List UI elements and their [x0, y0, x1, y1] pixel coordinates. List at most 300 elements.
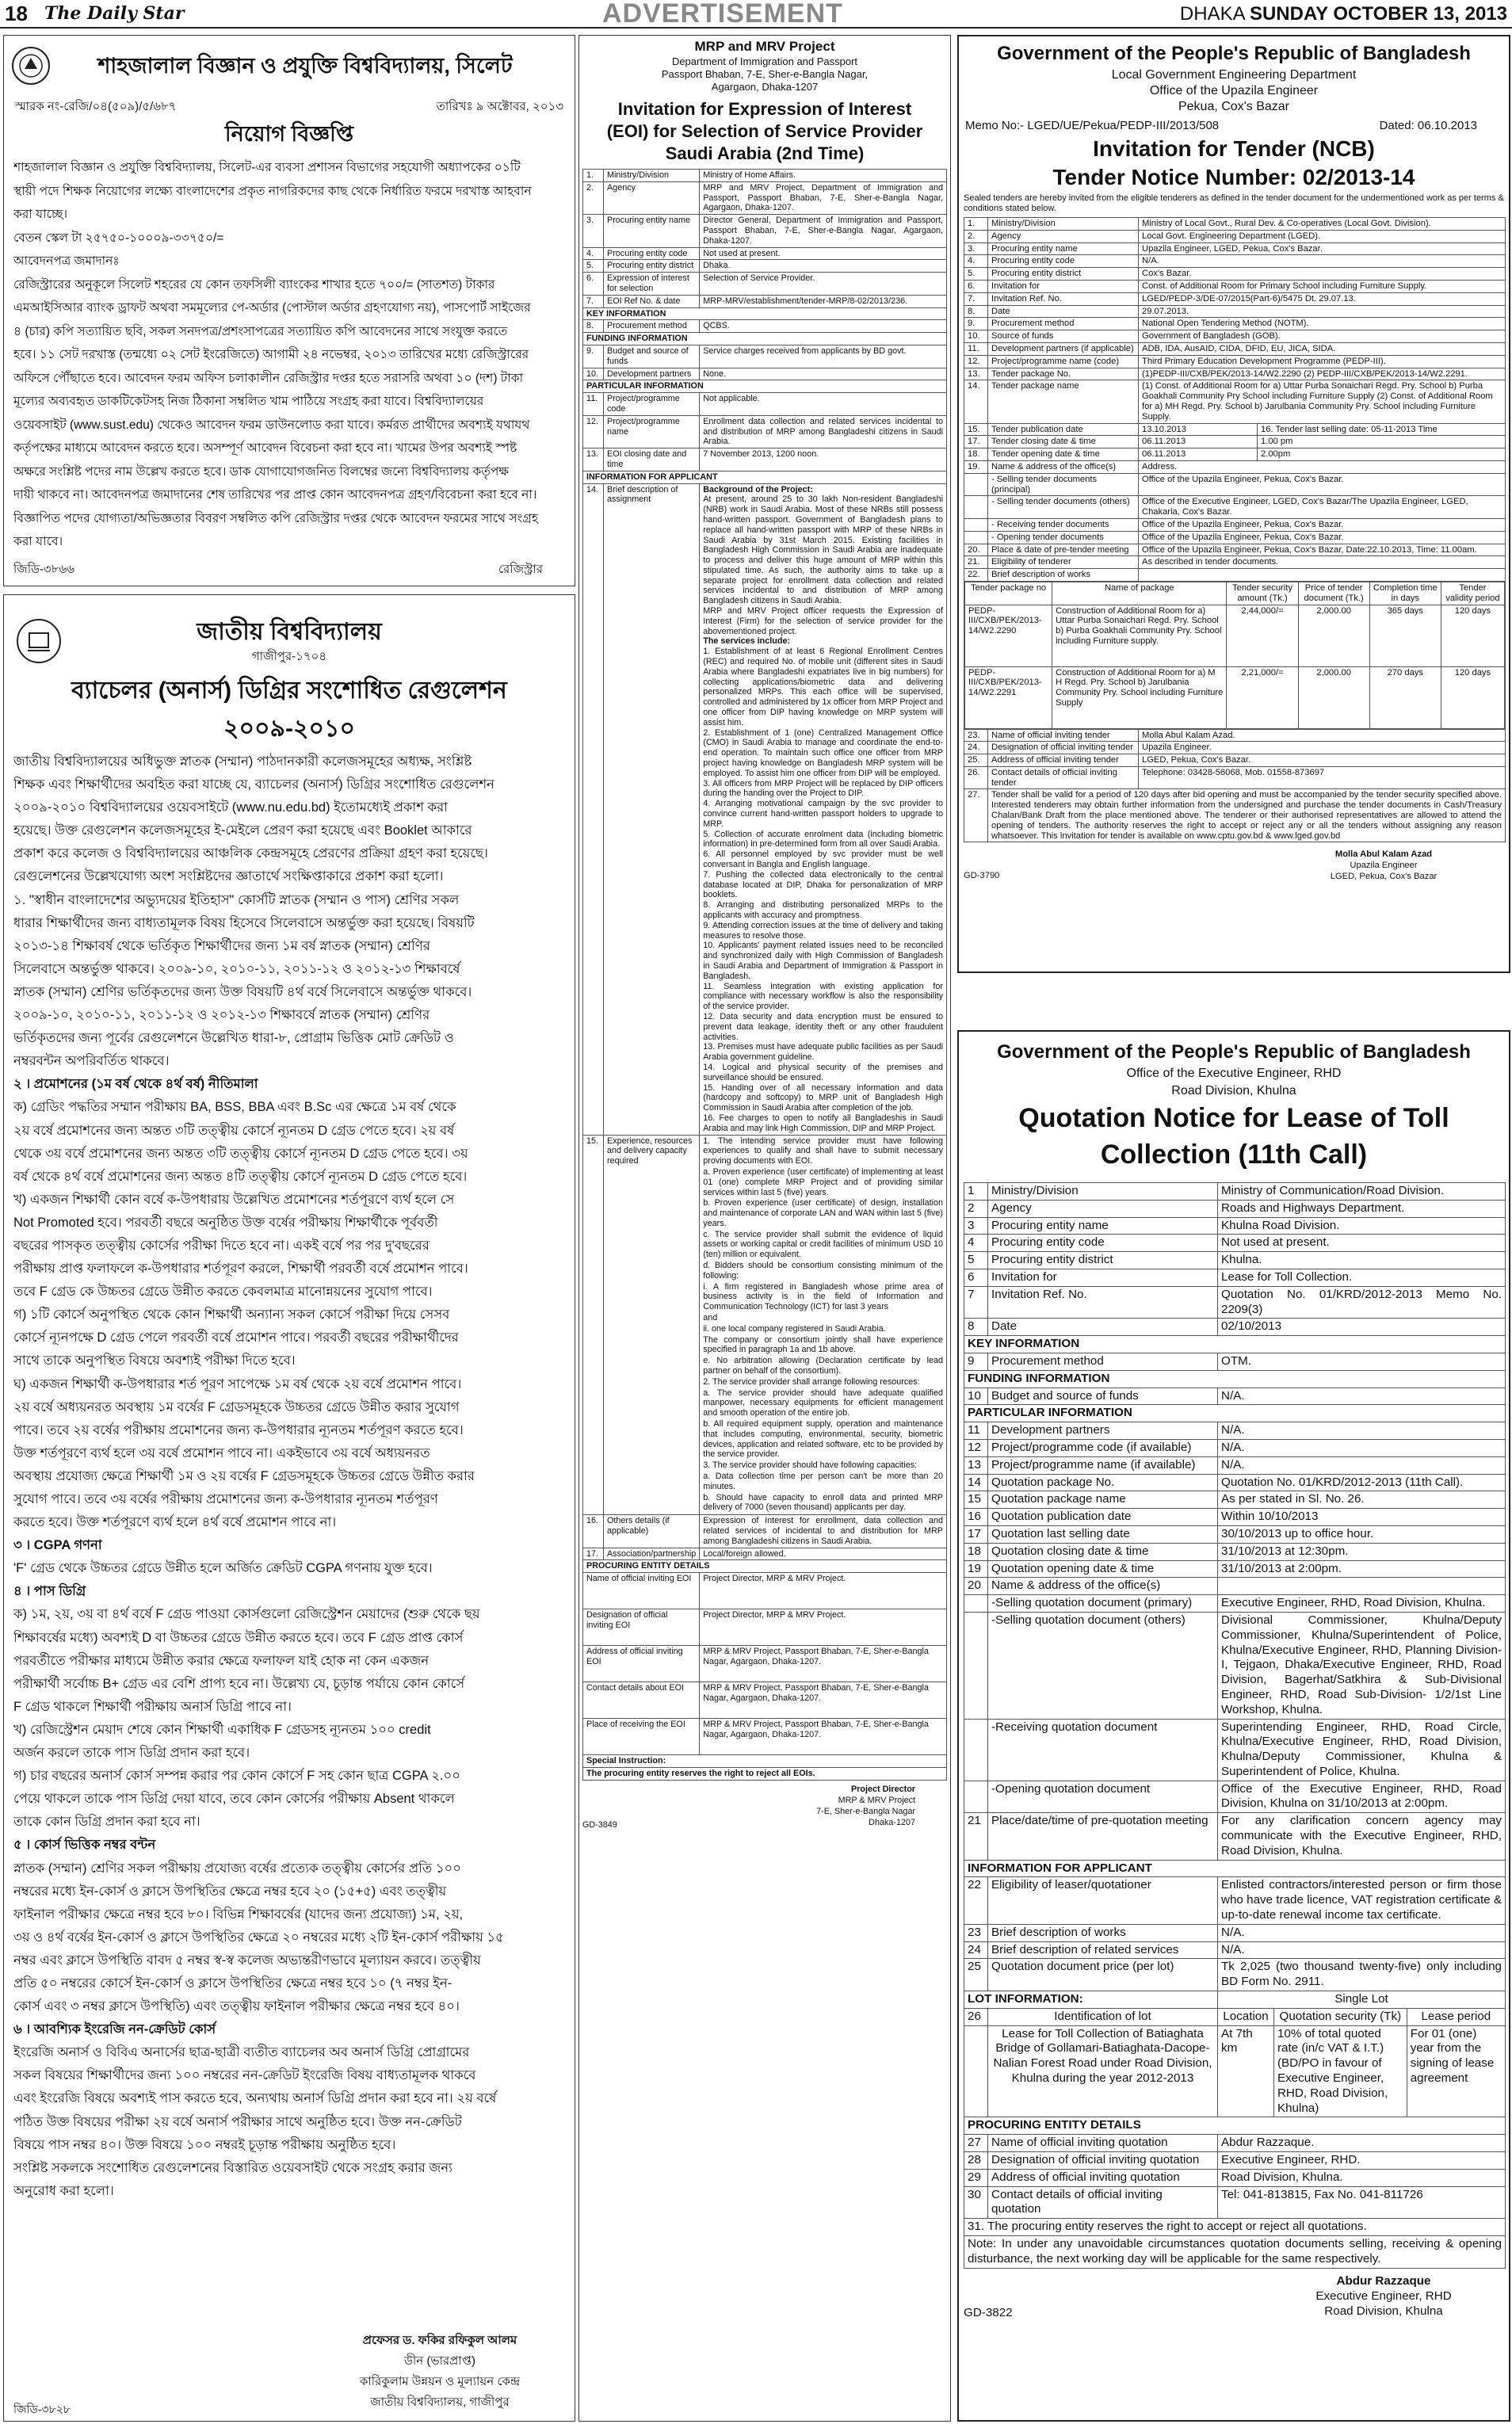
table-row	[964, 342, 1506, 355]
row-number: 12.	[583, 415, 604, 448]
experience-paragraph: d. Bidders should be consortium consisting minimum of the following:	[703, 1261, 943, 1281]
nu-body-line: স্নাতক (সম্মান) শ্রেণির সকল পরীক্ষায় প্রযোজ্য বর্ষের প্রত্যেক তত্ত্বীয় কোর্সের প্রতি ১০০	[13, 1861, 461, 1876]
row-number: 11.	[583, 393, 604, 416]
row-value: N/A.	[1218, 1388, 1506, 1405]
rhd-code: GD-3822	[964, 2305, 1013, 2319]
row-label: Invitation Ref. No.	[988, 292, 1139, 305]
row-value: Ministry of Communication/Road Division.	[1218, 1183, 1506, 1201]
row-number: 10.	[964, 330, 988, 343]
row-value: Address.	[1139, 460, 1506, 473]
row-label: Date	[988, 305, 1139, 318]
row-number	[964, 496, 988, 519]
rhd-sig-title: Executive Engineer, RHD	[1315, 2288, 1452, 2303]
row-number	[964, 473, 988, 496]
row-number: 5.	[583, 260, 604, 273]
row-value: Expression of Interest for enrollment, data collection and related services of incidental to and distribution for MRP among Bangladeshi citizens in Saudi Arabia.	[700, 1515, 947, 1548]
row-label: Procurement method	[988, 1353, 1218, 1370]
row-label: Brief description of related services	[988, 1941, 1218, 1959]
sust-body-line: শাহজালাল বিজ্ঞান ও প্রযুক্তি বিশ্ববিদ্যালয়, সিলেট-এর ব্যবসা প্রশাসন বিভাগের সহযোগী অধ্যাপকের ০১টি	[13, 161, 521, 174]
nu-sig-name: প্রফেসর ড. ফকির রফিকুল আলম	[362, 2334, 517, 2347]
row-label: Quotation document price (per lot)	[988, 1959, 1218, 1991]
experience-paragraph: 3. The service provider should have following capacities:	[703, 1460, 918, 1471]
lot-header-cell: Identification of lot	[988, 2008, 1218, 2025]
table-row	[583, 368, 947, 380]
row-value: Enrollment data collection and related services incidental to and distribution of MRP among Bangladeshi citizens in Saudi Arabia.	[700, 415, 947, 448]
row-label: Quotation package No.	[988, 1474, 1218, 1491]
table-row	[964, 1388, 1506, 1405]
nu-body-line: সকল বিষয়ের শিক্ষার্থীদের জন্য ১০০ নম্বরের নন-ক্রেডিট ইংরেজি বিষয় বাধ্যতামূলক থাকবে	[13, 2068, 476, 2083]
table-row	[583, 215, 947, 247]
table-row	[964, 1595, 1506, 1613]
mrp-applicant-info	[583, 471, 947, 483]
table-row	[964, 1252, 1506, 1269]
table-row	[964, 496, 1506, 519]
nu-body-line: বিষয়ে পাস নম্বর ৪০। উক্ত বিষয়ে ১০০ নম্বরই চূড়ান্ত পরীক্ষায় অনুষ্ঠিত হবে।	[13, 2137, 396, 2152]
row-label: Development partners	[988, 1422, 1218, 1440]
works-cell-value: Construction of Additional Room for a) M H Regd. Pry. School b) Jarulbania Community Pry. School including Furniture Supply	[1052, 666, 1227, 728]
row-value: Office of the Executive Engineer, LGED, Cox's Bazar/The Upazila Engineer, LGED, Chakaria, Cox's Bazar.	[1139, 496, 1506, 519]
row-label: Tender package No.	[988, 368, 1139, 380]
row-number: 8.	[964, 305, 988, 318]
mrp-funding-info	[583, 333, 947, 345]
assignment-paragraph: 3. All officers from MRP Project will be replaced by DIP officers during the handing over the Project to DIP.	[703, 778, 943, 799]
row-label: Procuring entity name	[604, 215, 700, 247]
row-label: Procuring entity district	[988, 1252, 1218, 1269]
row-label: Tender closing date & time	[988, 436, 1139, 449]
sust-body-line: রেজিস্ট্রারের অনুকূলে সিলেট শহরের যে কোন তফসিলী ব্যাংকের শাখার হতে ৭০০/= (সাতশত) টাকার	[13, 277, 495, 292]
row-value: Enlisted contractors/interested person or firm those who have trade licence, VAT registration certificate & up-to-date renewal income tax certificate.	[1218, 1877, 1506, 1924]
assignment-paragraph: 8. Arranging and distributing personalized MRPs to the applicants with accuracy and promptness.	[703, 900, 943, 920]
row-value: N/A.	[1218, 1924, 1506, 1941]
row-value: Molla Abul Kalam Azad.	[1139, 729, 1506, 742]
lged-table	[964, 217, 1506, 881]
rhd-lot-row	[964, 2025, 1506, 2117]
assignment-paragraph: 6. All personnel employed by svc provider must be well conversant in Bangla and English language.	[703, 849, 943, 869]
nu-section-heading: ৪ । পাস ডিগ্রি	[13, 1584, 86, 1599]
row-value	[700, 483, 947, 1135]
nu-body-line: ঘ) একজন শিক্ষার্থী ক-উপধারার শর্ত পূরণ সাপেক্ষে ১ম বর্ষ থেকে ২য় বর্ষে প্রমোশন পাবে।	[13, 1376, 462, 1391]
row-number: 2	[964, 1200, 988, 1217]
row-number: 9.	[964, 318, 988, 330]
table-row	[964, 318, 1506, 330]
nu-body-line: বর্ষ থেকে ৪র্থ বর্ষে প্রমোশনের জন্য অন্তত ৪টি তত্ত্বীয় কোর্সে ন্যূনতম D গ্রেড পেতে হবে।	[13, 1169, 468, 1184]
row-number: 28	[964, 2152, 988, 2170]
sust-body-line: বেতন স্কেল টা ২৫৭৫০-১০০০৯-৩৩৭৫০/=	[13, 231, 224, 245]
table-row	[964, 1543, 1506, 1560]
row-label: Procuring entity district	[988, 268, 1139, 281]
row-label: Budget and source of funds	[604, 345, 700, 368]
table-row	[583, 295, 947, 307]
mrp-proc-details	[583, 1560, 947, 1573]
row-number: 6	[964, 1269, 988, 1286]
nu-body-line: নম্বরের মধ্যে ইন-কোর্স ও ক্লাসে উপস্থিতির ক্ষেত্রে নম্বর হবে ২০ (১৫+৫) এবং তত্ত্বীয়	[13, 1884, 447, 1899]
row-number: 16	[964, 1509, 988, 1526]
row-label: Procuring entity code	[988, 1235, 1218, 1252]
lot-header-cell: Lease period	[1407, 2008, 1505, 2025]
lged-tender-table	[964, 217, 1506, 842]
rhd-key-info-label: KEY INFORMATION	[964, 1336, 1506, 1353]
sust-body-line: মূল্যের অব্যবহৃত ডাকটিকেটসহ নিজ ঠিকানা সম্বলিত খাম পাঠিয়ে সংগ্রহ করা যাবে। বিশ্ববিদ্যালয়ের	[13, 395, 484, 408]
nu-body-line: ২য় বর্ষে প্রমোশনের জন্য অন্তত ৩টি তত্ত্বীয় কোর্সে ন্যূনতম D গ্রেড পেতে হবে। ২য় বর্ষ	[13, 1123, 455, 1138]
row-label: Address of official inviting EOI	[583, 1646, 700, 1682]
rhd-lot-type: Single Lot	[1218, 1991, 1506, 2009]
table-row	[964, 460, 1506, 473]
row-value: QCBS.	[700, 320, 947, 333]
sust-body-line: স্থায়ী পদে শিক্ষক নিয়োগের লক্ষ্যে বাংলাদেশের প্রকৃত নাগরিকদের কাছ থেকে নির্ধারিত ফরমে দরখাস্ত আহবান	[13, 184, 532, 198]
nu-body-line: অনুরোধ করা হলো।	[13, 2183, 114, 2198]
row-value: N/A.	[1218, 1456, 1506, 1474]
row-value: Superintending Engineer, RHD, Road Circle, Khulna/Executive Engineer, RHD, Road Division, Khulna/Deputy Commissioner, Khulna & Superintendent of Police, Khulna.	[1218, 1719, 1506, 1781]
row-number: 15	[964, 1491, 988, 1509]
assignment-paragraph: 4. Arranging motivational campaign by the svc provider to convince current hand-written passport holders to upgrade to MRP.	[703, 799, 943, 829]
nu-body-line: 'F' গ্রেড থেকে উচ্চতর গ্রেডে উন্নীত হলে অর্জিত ক্রেডিট CGPA গণনায় যুক্ত হবে।	[13, 1561, 433, 1576]
row-number: 2.	[964, 230, 988, 242]
row-label: Place of receiving the EOI	[583, 1719, 700, 1755]
row-number: 17	[964, 1525, 988, 1543]
rhd-lot-info	[964, 1991, 1506, 2009]
works-cell-value: 2,000.00	[1298, 666, 1369, 728]
table-row	[964, 242, 1506, 255]
row-label: Quotation opening date & time	[988, 1560, 1218, 1578]
sust-body-line: অফিসে পৌঁছাতে হবে। আবেদন ফরম অফিস চলাকালীন রেজিস্ট্রার দপ্তর হতে সরাসরি অথবা ১০ (দশ) টাকা	[13, 371, 524, 385]
nu-body-line: ইংরেজি অনার্স ও বিবিএ অনার্সের ছাত্র-ছাত্রী ব্যতীত ব্যাচেলর অব অনার্স ডিগ্রি প্রোগ্রামের	[13, 2045, 470, 2060]
row-value: As per stated in Sl. No. 26.	[1218, 1491, 1506, 1509]
lot-header-cell: Quotation security (Tk)	[1273, 2008, 1407, 2025]
row-number: 13.	[583, 449, 604, 471]
row-value: Third Primary Education Development Programme (PEDP-III).	[1139, 355, 1506, 368]
nu-body-line: প্রতি ৫০ নম্বরের কোর্সে ইন-কোর্স ও ক্লাসে উপস্থিতির ক্ষেত্রে নম্বর হবে ১০ (৭ নম্বর ইন-	[13, 1975, 452, 1991]
works-header	[965, 582, 1505, 605]
rhd-table	[964, 1182, 1506, 2320]
nu-body-line: সুযোগ পাবে। তবে ৩য় বর্ষের পরীক্ষায় প্রমোশনের জন্য ক-উপধারার ন্যূনতম শর্তপূরণ	[13, 1492, 438, 1506]
table-row	[583, 273, 947, 296]
table-row	[964, 556, 1506, 569]
table-row	[964, 268, 1506, 281]
row-number	[964, 1781, 988, 1813]
lot-cell: For 01 (one) year from the signing of lease agreement	[1407, 2025, 1505, 2117]
row-value	[700, 1135, 947, 1515]
lged-intro: Sealed tenders are hereby invited from the eligible tenderers as defined in the tender document for the undermentioned work as per terms & conditions stated below.	[964, 193, 1504, 213]
row-value: 31/10/2013 at 2:00pm.	[1218, 1560, 1506, 1578]
row-value: Office of the Upazila Engineer, Pekua, Cox's Bazar.	[1139, 518, 1506, 531]
row-value: MRP-MRV/establishment/tender-MRP/8-02/2013/236.	[700, 295, 947, 307]
row-label: Name of official inviting EOI	[583, 1573, 700, 1609]
table-row	[964, 280, 1506, 292]
nu-signature	[321, 2330, 559, 2413]
row-number	[964, 1719, 988, 1781]
mrp-special-instruction-label: Special Instruction:	[583, 1755, 947, 1768]
assignment-paragraph: The services include:	[703, 636, 791, 647]
row-value: Director General, Department of Immigration and Passport, Passport Bhaban, 7-E, Sher-e-Bangla Nagar, Agargaon, Dhaka-1207.	[700, 215, 947, 247]
row-number: 7	[964, 1286, 988, 1319]
sust-body-line: ওয়েবসাইট (www.sust.edu) থেকেও আবেদন ফরম ডাউনলোড করা যাবে। কর্মরত প্রার্থীদের অবশ্যই যথাযথ	[13, 418, 530, 432]
nu-body	[13, 750, 567, 2203]
assignment-paragraph: 12. Data security and data encryption must be ensured to prevent data leakage, identity theft or any other fraudulent activities.	[703, 1011, 943, 1042]
table-row	[964, 1941, 1506, 1959]
row-label: Source of funds	[988, 330, 1139, 343]
nu-body-line: পরীক্ষার্থী সর্বোচ্চ B+ গ্রেড এর বেশি প্রাপ্য হবে না। উল্লেখ্য যে, চূড়ান্ত পর্যায়ে কোন কোর্সে	[13, 1676, 465, 1691]
row-value: Not applicable.	[700, 393, 947, 416]
row-number: 12.	[964, 355, 988, 368]
lged-tender-ad	[957, 35, 1510, 973]
row-label: Procuring entity name	[988, 1217, 1218, 1235]
table-row	[964, 1235, 1506, 1252]
row-value: Ministry of Local Govt., Rural Dev. & Co-operatives (Local Govt. Division).	[1139, 218, 1506, 231]
row-value: 02/10/2013	[1218, 1319, 1506, 1336]
works-cell-value: 365 days	[1369, 605, 1441, 666]
table-row	[964, 449, 1506, 461]
row-value: Cox's Bazar.	[1139, 268, 1506, 281]
row-label: Name & address of the office(s)	[988, 460, 1139, 473]
section-title: ADVERTISEMENT	[602, 0, 843, 29]
assignment-paragraph: MRP and MRV Project officer requests the Expression of Interest (Firm) for the selection of service provider for the abovementioned project.	[703, 606, 943, 636]
row-value: Project Director, MRP & MRV Project.	[700, 1573, 947, 1609]
row-number: 20.	[964, 544, 988, 556]
row-label: Place/date/time of pre-quotation meeting	[988, 1813, 1218, 1860]
mrp-project: MRP and MRV Project	[694, 39, 835, 54]
row-value: Khulna Road Division.	[1218, 1217, 1506, 1235]
lged-row-15	[964, 423, 1506, 436]
row-number: 8.	[583, 320, 604, 333]
row-value: 13.10.2013	[1139, 423, 1258, 436]
table-row	[964, 2169, 1506, 2186]
row-value: N/A.	[1218, 1422, 1506, 1440]
rhd-sig-name: Abdur Razzaque	[1336, 2273, 1431, 2288]
rhd-division: Road Division, Khulna	[1171, 1084, 1296, 1097]
mrp-reserve-right-label: The procuring entity reserves the right to reject all EOIs.	[583, 1767, 947, 1780]
row-label: Name of official inviting tender	[988, 729, 1139, 742]
assignment-paragraph: At present, around 25 to 30 lakh Non-resident Bangladeshi (NRB) work in Saudi Arabia. Most of these NRBs still possess hand-written passport. Government of Bangladesh plans to replace all hand-written passport with MRP of these NRBs in Saudi Arabia by 31st March 2015. Existing facilities in Bangladesh High Commission in Saudi Arabia are inadequate to process and deliver this huge amount of MRP within this stipulated time. As such, the authority aims to take up a separate project for enrollment data collection and related services incidental to and distribution of MRP among Bangladesh citizens in Saudi Arabia.	[703, 494, 943, 606]
table-row	[583, 393, 947, 416]
row-label: - Opening tender documents	[988, 531, 1139, 544]
mrp-title-3: Saudi Arabia (2nd Time)	[665, 143, 865, 163]
row-label: Ministry/Division	[988, 218, 1139, 231]
nu-body-line: ২য় বর্ষে অধ্যয়নরত অবস্থায় ১ম বর্ষের F গ্রেডসমূহকে উচ্চতর গ্রেডে উন্নীত করার সুযোগ	[13, 1399, 460, 1414]
row-label: -Receiving quotation document	[988, 1719, 1218, 1781]
sust-body-line: করা যাচ্ছে।	[13, 208, 68, 221]
row-number: 6.	[583, 273, 604, 296]
rhd-key-info	[964, 1336, 1506, 1353]
row-label: Budget and source of funds	[988, 1388, 1218, 1405]
table-row	[583, 1719, 947, 1755]
works-header-cell: Tender security amount (Tk.)	[1227, 582, 1298, 605]
row-value: As described in tender documents.	[1139, 556, 1506, 569]
row-number: 20	[964, 1578, 988, 1595]
lged-memo: Memo No:- LGED/UE/Pekua/PEDP-III/2013/508	[965, 119, 1220, 132]
nu-body-line: পরীক্ষায় প্রাপ্ত ফলাফলে ক-উপধারার শর্তপূরণ করলে, শিক্ষার্থী পরবর্তী বর্ষে প্রমোশন পাবে।	[13, 1262, 468, 1277]
row-label: Invitation Ref. No.	[988, 1286, 1218, 1319]
row-label: Experience, resources and delivery capacity required	[604, 1135, 700, 1515]
row-value: MRP & MRV Project, Passport Bhaban, 7-E, Sher-e-Bangla Nagar, Agargaon, Dhaka-1207.	[700, 1682, 947, 1719]
row-value: Tender shall be valid for a period of 120 days after bid opening and must be accompanied by the tender security specified above. Interested tenderers may obtain further information from the undersigned and purchase the tender documents in Cash/Treasury Chalan/Bank Draft from the place mentioned above. The tenderer or their authorised representatives are allowed to attend the opening of tenders. The authority reserves the right to accept or reject any or all the tenders without assigning any reason whatsoever. This invitation for tender is available on www.cptu.gov.bd & www.lged.gov.bd	[988, 789, 1506, 842]
works-header-cell: Name of package	[1052, 582, 1227, 605]
row-number: 4	[964, 1235, 988, 1252]
row-number: 19	[964, 1560, 988, 1578]
row-label: Project/programme name	[604, 415, 700, 448]
nu-body-line: কোর্স এবং ৩ নম্বর ক্লাসে উপস্থিতি) এবং তত্ত্বীয় ফাইনাল পরীক্ষার ক্ষেত্রে নম্বর হবে ৪০।	[13, 1999, 460, 2014]
row-label: Eligibility of tenderer	[988, 556, 1139, 569]
row-number: 18	[964, 1543, 988, 1560]
rhd-applicant-info	[964, 1860, 1506, 1877]
row-label: Agency	[988, 1200, 1218, 1217]
table-row	[964, 380, 1506, 423]
mrp-title-1: Invitation for Expression of Interest	[617, 99, 912, 119]
nu-body-line: খ) রেজিস্ট্রেশন মেয়াদ শেষে কোন শিক্ষার্থী একাধিক F গ্রেডসহ ন্যূনতম ১০০ credit	[13, 1722, 431, 1737]
experience-paragraph: b. Proven experience (user certificate) of design, installation and maintenance of corporate LAN and WAN within last 5 (five) years.	[703, 1198, 943, 1228]
row-label: Tender publication date	[988, 423, 1139, 436]
sust-name: শাহজালাল বিজ্ঞান ও প্রযুক্তি বিশ্ববিদ্যালয়, সিলেট	[97, 54, 513, 78]
row-value: 06.11.2013	[1139, 449, 1258, 461]
row-label: Brief description of works	[988, 1924, 1218, 1941]
rhd-applicant-info-label: INFORMATION FOR APPLICANT	[964, 1860, 1506, 1877]
table-row	[964, 729, 1506, 742]
row-label: Ministry/Division	[988, 1183, 1218, 1201]
rhd-title-1: Quotation Notice for Lease of Toll	[1018, 1103, 1449, 1133]
row-value: MRP & MRV Project, Passport Bhaban, 7-E, Sher-e-Bangla Nagar, Agargaon, Dhaka-1207.	[700, 1646, 947, 1682]
row-label: Agency	[988, 230, 1139, 242]
nu-body-line: উক্ত শর্তপূরণে ব্যর্থ হলে ৩য় বর্ষে প্রমোশন পাবে না। একইভাবে ৩য় বর্ষে অধ্যয়নরত	[13, 1445, 430, 1460]
row-value	[1218, 1578, 1506, 1595]
sust-body-line: ৪ (চার) কপি সত্যায়িত ছবি, সকল সনদপত্র/প্রশংসাপত্রের সত্যায়িত কপি আবেদনের সাথে সংযুক্ত করতে	[13, 324, 508, 338]
row-value: None.	[700, 368, 947, 380]
row-label: Procurement method	[988, 318, 1139, 330]
table-row	[583, 170, 947, 182]
nu-body-line: জাতীয় বিশ্ববিদ্যালয়ের অধিভুক্ত স্নাতক (সম্মান) পাঠদানকারী কলেজসমূহের অধ্যক্ষ, সংশ্লিষ্ট	[13, 754, 472, 769]
row-number: 12	[964, 1439, 988, 1456]
row-label: Association/partnership	[604, 1548, 700, 1560]
row-label: Name & address of the office(s)	[988, 1578, 1218, 1595]
assignment-paragraph: 1. Establishment of at least 6 Regional Enrollment Centres (REC) and required No. of mobile unit (different sites in Saudi Arabia where Bangladeshi expatriates live in big numbers) for collecting applications/biometric data and delivering personalized MRPs. This each office will be supervised, controlled and administered by 1x officer from MRP Project and one officer from DIP having knowledge on MRP system will assist him.	[703, 647, 943, 727]
nu-location: গাজীপুর-১৭০৪	[251, 650, 327, 663]
table-row	[583, 1646, 947, 1682]
nu-body-line: ফাইনাল পরীক্ষার ক্ষেত্রে নম্বর হবে ৮০। বিভিন্ন শিক্ষাবর্ষের (যাদের জন্য প্রযোজ্য) ১ম, ২য়,	[13, 1907, 464, 1922]
mrp-eoi-table	[582, 169, 947, 1781]
nu-body-line: হয়েছে। উক্ত রেগুলেশন কলেজসমূহের ই-মেইলে প্রেরণ করা হয়েছে এবং Booklet আকারে	[13, 823, 472, 838]
row-number: 6.	[964, 280, 988, 292]
nu-body-line: ৩য় ও ৪র্থ বর্ষের ইন-কোর্স ও ক্লাসে উপস্থিতির ক্ষেত্রে ২০ নম্বরের মধ্যে ২টি ইন-কোর্স পরীক্ষায় ১৫	[13, 1930, 504, 1945]
row-number: 27.	[964, 789, 988, 842]
lged-title-1: Invitation for Tender (NCB)	[1093, 136, 1375, 161]
rhd-row-31	[964, 2219, 1506, 2236]
rhd-note	[964, 2236, 1506, 2269]
experience-paragraph: b. Should have capacity to enroll data and printed MRP delivery of 7000 (seven thousand) applicants per day.	[703, 1492, 943, 1513]
row-value: 16. Tender last selling date: 05-11-2013 Time	[1258, 423, 1506, 436]
nu-body-line: সংশ্লিষ্ট সকলকে সংশোধিত রেগুলেশনের বিস্তারিত ওয়েবসাইট থেকে সংগ্রহ করার জন্য	[13, 2160, 452, 2175]
row-label: Ministry/Division	[604, 170, 700, 182]
sust-title: নিয়োগ বিজ্ঞপ্তি	[224, 122, 354, 146]
mrp-addr2: Agargaon, Dhaka-1207	[711, 81, 819, 93]
experience-paragraph: i. A firm registered in Bangladesh whose prime area of business activity is in the field of Information and Communication Technology (ICT) for last 3 years	[703, 1281, 943, 1312]
row-value: Tk 2,025 (two thousand twenty-five) only including BD Form No. 2911.	[1218, 1959, 1506, 1991]
row-number: 22	[964, 1877, 988, 1924]
row-label: Place & date of pre-tender meeting	[988, 544, 1139, 556]
experience-paragraph: e. No arbitration allowing (Declaration certificate by lead partner on behalf of the consortium).	[703, 1356, 943, 1376]
lged-code: GD-3790	[964, 871, 1000, 881]
table-row	[964, 1474, 1506, 1491]
lged-row-27	[964, 789, 1506, 842]
sust-body-line: দায়ী থাকবে না। আবেদনপত্র জমাদানের শেষ তারিখের পর প্রাপ্ত কোন আবেদনপত্র গ্রহণ/বিবেচনা করা হবে না।	[13, 488, 537, 502]
row-value: Government of Bangladesh (GOB).	[1139, 330, 1506, 343]
row-value: Quotation No. 01/KRD/2012-2013 Memo No. 2209(3)	[1218, 1286, 1506, 1319]
works-cell-value: 270 days	[1369, 666, 1441, 728]
rhd-funding-info-label: FUNDING INFORMATION	[964, 1370, 1506, 1388]
row-number: 10.	[583, 368, 604, 380]
row-number: 16.	[583, 1515, 604, 1548]
nu-body-line: শিক্ষক এবং শিক্ষার্থীদের অবহিত করা যাচ্ছে যে, ব্যাচেলর (অনার্স) ডিগ্রির সংশোধিত রেগুলেশন	[13, 777, 495, 792]
table-row	[964, 368, 1506, 380]
works-cell-value: 2,000.00	[1298, 605, 1369, 666]
works-header-cell: Tender validity period	[1441, 582, 1504, 605]
nu-body-line: ২০০৯-১০, ২০১০-১১, ২০১১-১২ ও ২০১২-১৩ শিক্ষাবর্ষে স্নাতক (সম্মান) শ্রেণির	[13, 1008, 430, 1023]
lot-header-cell: Location	[1218, 2008, 1274, 2025]
table-row	[583, 1573, 947, 1609]
row-number: 3.	[583, 215, 604, 247]
row-number: 27	[964, 2135, 988, 2152]
row-value: Khulna.	[1218, 1252, 1506, 1269]
experience-paragraph: 1. The intending service provider must have following experiences to qualify and shall have to submit necessary proving documents with EOI.	[703, 1136, 943, 1166]
table-row	[964, 1781, 1506, 1813]
table-row	[964, 1456, 1506, 1474]
lged-dated: Dated: 06.10.2013	[1379, 119, 1477, 132]
nu-body-line: সিলেবাসে অন্তর্ভুক্ত থাকবে। ২০০৯-১০, ২০১০-১১, ২০১১-১২ ও ২০১২-১৩ শিক্ষাবর্ষে	[13, 961, 460, 976]
row-value: Office of the Upazila Engineer, Pekua, Cox's Bazar.	[1139, 473, 1506, 496]
assignment-paragraph: 11. Seamless integration with existing application for compliance with necessary workflow is also the responsibility of the service provider.	[703, 981, 943, 1012]
table-row	[583, 181, 947, 214]
row-value: MRP & MRV Project, Passport Bhaban, 7-E, Sher-e-Bangla Nagar, Agargaon, Dhaka-1207.	[700, 1719, 947, 1755]
rhd-office: Office of the Executive Engineer, RHD	[1126, 1067, 1342, 1080]
row-number: 25	[964, 1959, 988, 1991]
works-cell-value: 2,44,000/=	[1227, 605, 1298, 666]
row-label: Procuring entity code	[604, 247, 700, 260]
table-row	[964, 1525, 1506, 1543]
sust-body-line: করা যাবে।	[13, 535, 63, 548]
table-row	[964, 1269, 1506, 1286]
table-row	[964, 355, 1506, 368]
sust-date: তারিখঃ ৯ অক্টোবর, ২০১৩	[436, 100, 563, 113]
newspaper-name: The Daily Star	[44, 3, 185, 24]
row-number: 9	[964, 1353, 988, 1370]
table-row	[964, 292, 1506, 305]
nu-title: ব্যাচেলর (অনার্স) ডিগ্রির সংশোধিত রেগুলেশন	[71, 678, 507, 704]
works-header-cell: Price of tender document (Tk.)	[1298, 582, 1369, 605]
lged-title-2: Tender Notice Number: 02/2013-14	[1052, 165, 1415, 189]
row-label: Invitation for	[988, 1269, 1218, 1286]
table-row	[964, 1560, 1506, 1578]
nu-body-line: ক) গ্রেডিং পদ্ধতির সম্মান পরীক্ষায় BA, BSS, BBA এবং B.Sc এর ক্ষেত্রে ১ম বর্ষ থেকে	[13, 1100, 456, 1115]
works-row	[965, 605, 1505, 666]
nu-body-line: গ) ১টি কোর্সে অনুপস্থিত থেকে কোন শিক্ষার্থী অন্যান্য সকল কোর্সে পরীক্ষা দিয়ে সেসব	[13, 1307, 450, 1323]
table-row	[964, 1491, 1506, 1509]
table-row	[964, 1719, 1506, 1781]
row-label: Address of official inviting tender	[988, 754, 1139, 767]
mrp-row-17	[583, 1548, 947, 1560]
row-label: -Opening quotation document	[988, 1781, 1218, 1813]
nu-body-line: থেকে ৩য় বর্ষে প্রমোশনের জন্য অন্তত ৩টি তত্ত্বীয় কোর্সে ন্যূনতম D গ্রেড পেতে হবে। ৩য়	[13, 1146, 468, 1161]
row-number: 18.	[964, 449, 988, 461]
row-value: Project Director, MRP & MRV Project.	[700, 1609, 947, 1646]
row-label: Designation of official inviting tender	[988, 742, 1139, 754]
rhd-particular-info	[964, 1405, 1506, 1422]
row-number: 7.	[583, 295, 604, 307]
table-row	[964, 1183, 1506, 1201]
row-value: Abdur Razzaque.	[1218, 2135, 1506, 2152]
row-label: Project/programme name (if available)	[988, 1456, 1218, 1474]
table-row	[964, 230, 1506, 242]
row-value: N/A.	[1139, 255, 1506, 268]
table-row	[583, 345, 947, 368]
row-label: Designation of official inviting EOI	[583, 1609, 700, 1646]
row-value: Ministry of Home Affairs.	[700, 170, 947, 182]
